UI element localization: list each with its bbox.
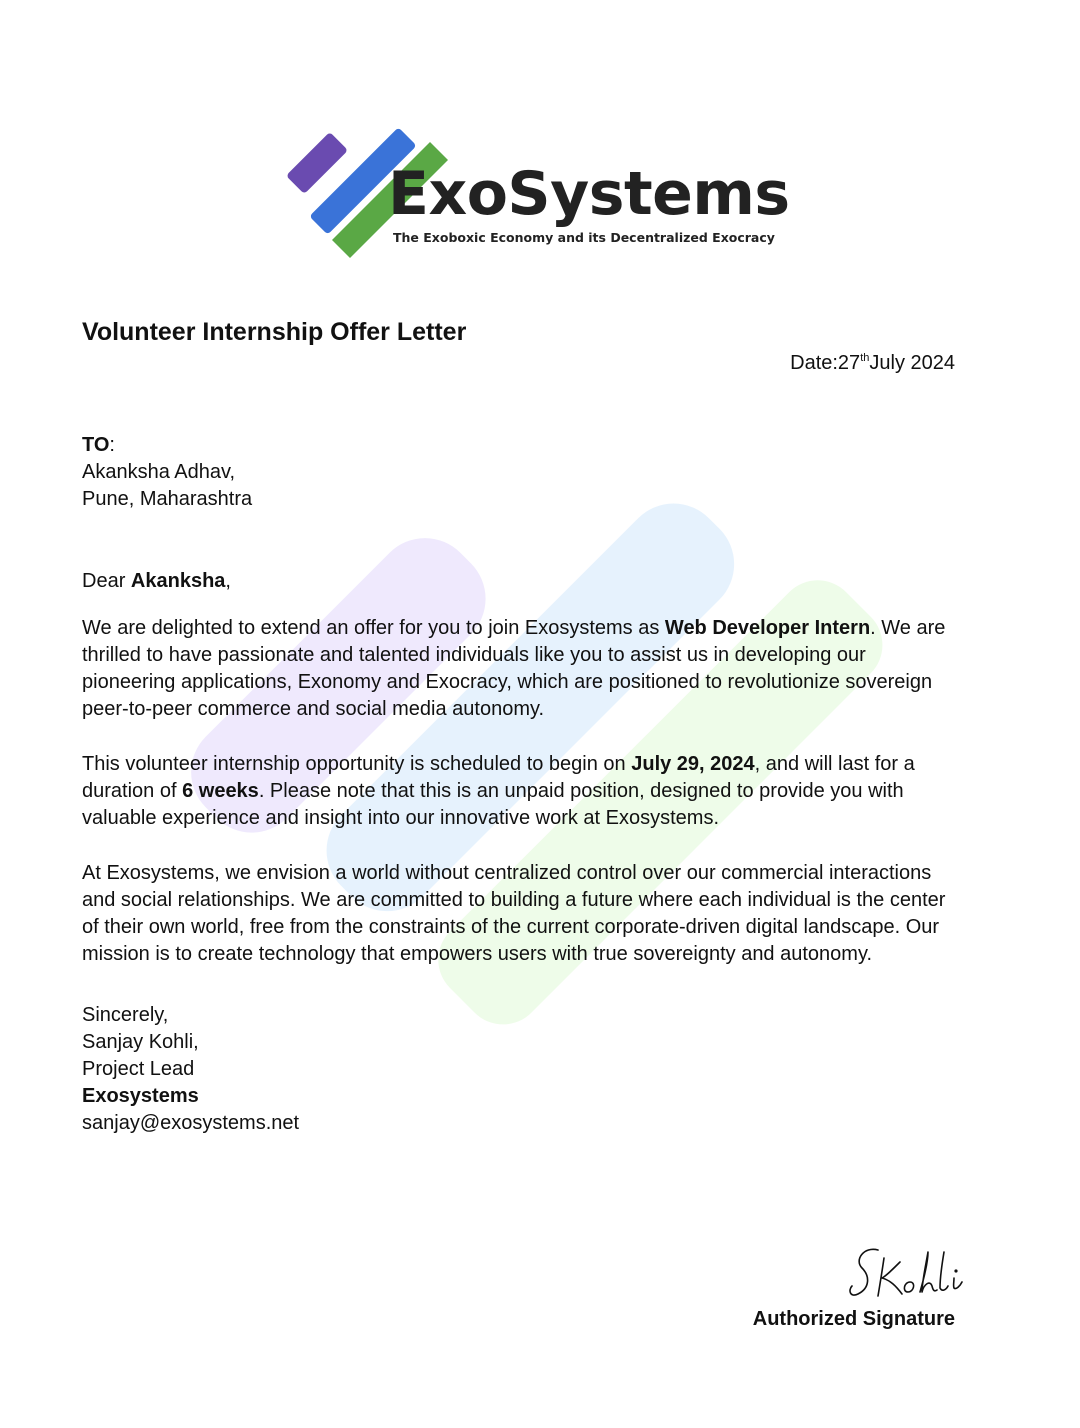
greeting-salutation: Dear: [82, 570, 126, 592]
signature-stroke-s: [850, 1249, 878, 1295]
duration: 6 weeks: [182, 780, 259, 802]
logo-purple-bar: [286, 132, 348, 194]
signer-position: Project Lead: [82, 1058, 195, 1080]
paragraph-schedule-text-c: . Please note that this is an unpaid position, designed to provide you with valuable experience and insight into our innovative work at Exosystems.: [82, 780, 904, 829]
signature-stroke-o: [904, 1282, 913, 1292]
company-logo: [280, 128, 790, 263]
date-superscript: th: [860, 352, 870, 364]
date-prefix: Date:27: [790, 352, 861, 374]
recipient-location: Pune, Maharashtra: [82, 488, 253, 510]
paragraph-schedule-text-b: , and will last for a duration of: [82, 753, 915, 802]
sign-off: Sincerely,: [82, 1004, 169, 1026]
paragraph-offer: [82, 615, 962, 723]
intern-role: Web Developer Intern: [664, 617, 871, 639]
recipient-label: TO: [82, 434, 110, 456]
signature-stroke-li: [940, 1252, 962, 1290]
signer-email-link[interactable]: sanjay@exosystems.net: [82, 1112, 300, 1134]
signer-name: Sanjay Kohli,: [82, 1031, 199, 1053]
logo-company-name: ExoSystems: [388, 159, 790, 229]
signature-stroke-h: [920, 1252, 937, 1292]
greeting-name: Akanksha: [130, 570, 226, 592]
signer-email-line: [82, 1110, 962, 1137]
recipient-name: Akanksha Adhav,: [82, 461, 236, 483]
closing-block: [82, 1002, 962, 1137]
letter-date: [790, 352, 955, 375]
recipient-block: [82, 432, 962, 513]
recipient-label-line: TO:: [82, 434, 115, 456]
paragraph-offer-text-b: . We are thrilled to have passionate and talented individuals like you to assist us in developing our pioneering applications, Exonomy and Exocracy, which are positioned to revolutionize sovereign peer-to-peer commerce and social media autonomy.: [82, 617, 946, 720]
date-suffix: July 2024: [869, 352, 955, 374]
letter-title: Volunteer Internship Offer Letter: [82, 318, 467, 346]
paragraph-offer-text-a: We are delighted to extend an offer for you to join Exosystems as: [82, 617, 665, 639]
logo-tagline: The Exoboxic Economy and its Decentralized Exocracy: [393, 230, 775, 245]
start-date: July 29, 2024: [631, 753, 755, 775]
signer-company-name: Exosystems: [82, 1085, 199, 1107]
signer-company: [82, 1083, 962, 1110]
paragraph-schedule-text-a: This volunteer internship opportunity is scheduled to begin on: [82, 753, 632, 775]
greeting-line: Dear Akanksha,: [82, 570, 231, 592]
authorized-signature-label: Authorized Signature: [752, 1308, 955, 1330]
handwritten-signature: [840, 1238, 970, 1308]
paragraph-schedule: [82, 751, 962, 832]
paragraph-vision: At Exosystems, we envision a world without centralized control over our commercial interactions and social relationships. We are committed to building a future where each individual is the center of their own world, free from the constraints of the current corporate-driven digital landscape. Our mission is to create technology that empowers users with true sovereignty and autonomy.: [82, 862, 946, 965]
signature-stroke-k: [878, 1258, 902, 1296]
signature-dot: [955, 1270, 957, 1272]
